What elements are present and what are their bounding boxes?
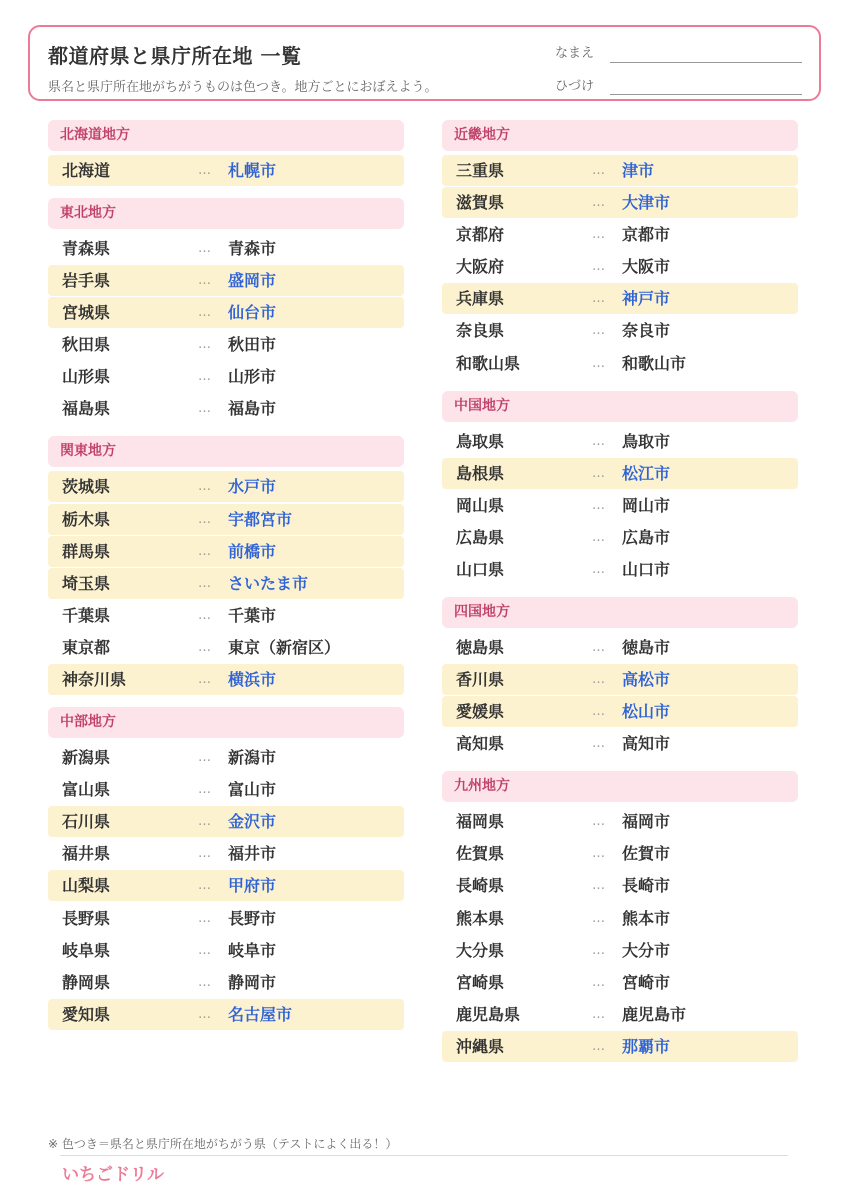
prefecture-row [48, 774, 404, 805]
leader-dots: … [198, 846, 212, 862]
leader-dots: … [198, 305, 212, 321]
prefecture-name: 福岡県 [456, 812, 505, 832]
capital-name: 松江市 [622, 463, 671, 483]
capital-name: 京都市 [622, 225, 671, 245]
prefecture-row [442, 283, 798, 314]
leader-dots: … [592, 227, 606, 243]
prefecture-name: 神奈川県 [62, 670, 127, 690]
left-column [48, 120, 404, 1031]
capital-name: 金沢市 [228, 812, 277, 832]
prefecture-name: 山梨県 [62, 876, 111, 896]
leader-dots: … [592, 878, 606, 894]
capital-name: 和歌山市 [622, 353, 687, 373]
prefecture-row [48, 664, 404, 695]
prefecture-row [442, 632, 798, 663]
prefecture-row [48, 504, 404, 535]
leader-dots: … [198, 607, 212, 623]
capital-name: 新潟市 [228, 748, 277, 768]
prefecture-name: 熊本県 [456, 908, 505, 928]
capital-name: 福岡市 [622, 812, 671, 832]
capital-name: 横浜市 [228, 670, 277, 690]
capital-name: 岐阜市 [228, 940, 277, 960]
leader-dots: … [592, 561, 606, 577]
prefecture-row [442, 348, 798, 379]
prefecture-row [48, 806, 404, 837]
prefecture-name: 長崎県 [456, 876, 505, 896]
leader-dots: … [592, 846, 606, 862]
prefecture-row [48, 935, 404, 966]
region-header: 東北地方 [48, 198, 404, 229]
date-field-line[interactable] [610, 94, 802, 95]
capital-name: 那覇市 [622, 1036, 671, 1056]
leader-dots: … [592, 291, 606, 307]
prefecture-row [442, 522, 798, 553]
capital-name: 熊本市 [622, 908, 671, 928]
region-header: 関東地方 [48, 436, 404, 467]
prefecture-row [442, 967, 798, 998]
prefecture-name: 広島県 [456, 527, 505, 547]
prefecture-name: 大阪府 [456, 257, 505, 277]
capital-name: 長崎市 [622, 876, 671, 896]
capital-name: 前橋市 [228, 541, 277, 561]
region-header: 近畿地方 [442, 120, 798, 151]
capital-name: 宮崎市 [622, 972, 671, 992]
capital-name: 千葉市 [228, 605, 277, 625]
leader-dots: … [198, 369, 212, 385]
leader-dots: … [592, 942, 606, 958]
prefecture-name: 高知県 [456, 734, 505, 754]
prefecture-row [48, 632, 404, 663]
prefecture-row [48, 155, 404, 186]
prefecture-name: 滋賀県 [456, 193, 505, 213]
leader-dots: … [198, 910, 212, 926]
prefecture-name: 茨城県 [62, 477, 111, 497]
prefecture-name: 大分県 [456, 940, 505, 960]
prefecture-name: 北海道 [62, 161, 111, 180]
date-label: ひづけ [555, 79, 595, 94]
prefecture-name: 宮城県 [62, 303, 111, 323]
prefecture-row [442, 935, 798, 966]
prefecture-name: 新潟県 [62, 748, 111, 768]
prefecture-name: 青森県 [62, 239, 111, 258]
capital-name: 水戸市 [228, 477, 277, 497]
brand-logo: いちごドリル [62, 1165, 164, 1185]
capital-name: 山形市 [228, 367, 277, 387]
capital-name: 高知市 [622, 734, 671, 754]
leader-dots: … [198, 337, 212, 353]
capital-name: 広島市 [622, 527, 671, 547]
capital-name: 徳島市 [622, 637, 671, 657]
prefecture-row [442, 219, 798, 250]
prefecture-name: 和歌山県 [456, 353, 521, 373]
capital-name: 大阪市 [622, 257, 671, 277]
prefecture-row [442, 999, 798, 1030]
prefecture-row [442, 838, 798, 869]
footer-divider [60, 1155, 788, 1156]
prefecture-row [48, 536, 404, 567]
prefecture-name: 佐賀県 [456, 844, 505, 864]
prefecture-name: 福島県 [62, 399, 111, 419]
prefecture-row [442, 554, 798, 585]
prefecture-row [442, 806, 798, 837]
leader-dots: … [592, 910, 606, 926]
prefecture-row [442, 251, 798, 282]
region-header: 中国地方 [442, 391, 798, 422]
name-label: なまえ [555, 46, 595, 61]
prefecture-name: 徳島県 [456, 637, 505, 657]
capital-name: 鳥取市 [622, 431, 671, 451]
capital-name: 岡山市 [622, 495, 671, 515]
region-header: 四国地方 [442, 597, 798, 628]
capital-name: 静岡市 [228, 972, 277, 992]
leader-dots: … [198, 575, 212, 591]
leader-dots: … [592, 974, 606, 990]
prefecture-row [48, 393, 404, 424]
right-column [442, 120, 798, 1063]
prefecture-name: 京都府 [456, 225, 505, 245]
prefecture-row [442, 187, 798, 218]
prefecture-name: 福井県 [62, 844, 111, 864]
leader-dots: … [592, 497, 606, 513]
prefecture-row [48, 742, 404, 773]
capital-name: 佐賀市 [622, 844, 671, 864]
leader-dots: … [198, 543, 212, 559]
prefecture-name: 岩手県 [62, 271, 111, 291]
capital-name: 高松市 [622, 670, 671, 690]
leader-dots: … [198, 241, 212, 256]
prefecture-row [442, 315, 798, 346]
capital-name: 大津市 [622, 193, 671, 213]
capital-name: さいたま市 [228, 573, 309, 593]
prefecture-name: 沖縄県 [456, 1036, 505, 1056]
prefecture-row [442, 870, 798, 901]
prefecture-name: 鹿児島県 [456, 1004, 521, 1024]
page-subtitle: 県名と県庁所在地がちがうものは色つき。地方ごとにおぼえよう。 [48, 80, 438, 95]
leader-dots: … [592, 529, 606, 545]
prefecture-row [48, 329, 404, 360]
capital-name: 仙台市 [228, 303, 277, 323]
leader-dots: … [198, 273, 212, 289]
leader-dots: … [592, 195, 606, 211]
leader-dots: … [198, 942, 212, 958]
prefecture-name: 奈良県 [456, 321, 505, 341]
prefecture-name: 兵庫県 [456, 289, 505, 309]
prefecture-name: 愛知県 [62, 1004, 111, 1024]
prefecture-name: 宮崎県 [456, 972, 505, 992]
leader-dots: … [198, 479, 212, 495]
prefecture-name: 埼玉県 [62, 573, 111, 593]
leader-dots: … [198, 782, 212, 798]
prefecture-name: 秋田県 [62, 335, 111, 355]
leader-dots: … [198, 878, 212, 894]
name-field-line[interactable] [610, 62, 802, 63]
capital-name: 名古屋市 [228, 1004, 293, 1024]
capital-name: 盛岡市 [228, 271, 277, 291]
leader-dots: … [592, 433, 606, 449]
leader-dots: … [592, 639, 606, 655]
leader-dots: … [198, 639, 212, 655]
leader-dots: … [198, 750, 212, 766]
capital-name: 奈良市 [622, 321, 671, 341]
prefecture-row [48, 600, 404, 631]
prefecture-row [48, 870, 404, 901]
prefecture-row [48, 233, 404, 264]
region-header: 北海道地方 [48, 120, 404, 151]
prefecture-row [48, 297, 404, 328]
capital-name: 青森市 [228, 239, 277, 258]
prefecture-row [48, 265, 404, 296]
leader-dots: … [592, 465, 606, 481]
capital-name: 札幌市 [228, 161, 277, 180]
capital-name: 福井市 [228, 844, 277, 864]
capital-name: 松山市 [622, 702, 671, 722]
capital-name: 秋田市 [228, 335, 277, 355]
prefecture-name: 富山県 [62, 780, 111, 800]
leader-dots: … [592, 323, 606, 339]
leader-dots: … [198, 163, 212, 178]
prefecture-row [48, 967, 404, 998]
leader-dots: … [592, 259, 606, 275]
prefecture-name: 香川県 [456, 670, 505, 690]
prefecture-row [442, 426, 798, 457]
prefecture-row [442, 490, 798, 521]
capital-name: 大分市 [622, 940, 671, 960]
leader-dots: … [198, 511, 212, 527]
leader-dots: … [592, 1038, 606, 1054]
capital-name: 甲府市 [228, 876, 277, 896]
prefecture-name: 島根県 [456, 463, 505, 483]
leader-dots: … [592, 736, 606, 752]
prefecture-row [442, 664, 798, 695]
prefecture-name: 長野県 [62, 908, 111, 928]
prefecture-name: 山形県 [62, 367, 111, 387]
prefecture-name: 岡山県 [456, 495, 505, 515]
capital-name: 東京（新宿区） [228, 637, 341, 657]
prefecture-name: 鳥取県 [456, 431, 505, 451]
capital-name: 宇都宮市 [228, 509, 293, 529]
leader-dots: … [198, 814, 212, 830]
leader-dots: … [592, 704, 606, 720]
capital-name: 長野市 [228, 908, 277, 928]
prefecture-row [442, 696, 798, 727]
prefecture-row [442, 728, 798, 759]
prefecture-row [48, 471, 404, 502]
capital-name: 福島市 [228, 399, 277, 419]
leader-dots: … [198, 401, 212, 417]
leader-dots: … [198, 974, 212, 990]
prefecture-name: 千葉県 [62, 605, 111, 625]
prefecture-name: 静岡県 [62, 972, 111, 992]
capital-name: 富山市 [228, 780, 277, 800]
leader-dots: … [592, 672, 606, 688]
capital-name: 山口市 [622, 559, 671, 579]
region-header: 九州地方 [442, 771, 798, 802]
prefecture-name: 岐阜県 [62, 940, 111, 960]
footnote: ※ 色つき＝県名と県庁所在地がちがう県（テストによく出る！） [48, 1137, 398, 1151]
prefecture-row [48, 999, 404, 1030]
prefecture-row [48, 903, 404, 934]
prefecture-name: 東京都 [62, 637, 111, 657]
prefecture-row [442, 1031, 798, 1062]
leader-dots: … [592, 814, 606, 830]
capital-name: 鹿児島市 [622, 1004, 687, 1024]
prefecture-name: 石川県 [62, 812, 111, 832]
prefecture-row [48, 838, 404, 869]
prefecture-row [442, 458, 798, 489]
prefecture-row [48, 361, 404, 392]
capital-name: 神戸市 [622, 289, 671, 309]
prefecture-name: 愛媛県 [456, 702, 505, 722]
leader-dots: … [198, 672, 212, 688]
leader-dots: … [592, 355, 606, 371]
capital-name: 津市 [622, 161, 655, 180]
prefecture-row [442, 155, 798, 186]
prefecture-name: 三重県 [456, 161, 505, 180]
prefecture-name: 栃木県 [62, 509, 111, 529]
leader-dots: … [592, 163, 606, 178]
prefecture-row [48, 568, 404, 599]
worksheet-header [28, 25, 821, 101]
region-header: 中部地方 [48, 707, 404, 738]
prefecture-row [442, 903, 798, 934]
prefecture-name: 山口県 [456, 559, 505, 579]
prefecture-name: 群馬県 [62, 541, 111, 561]
leader-dots: … [592, 1006, 606, 1022]
page-title: 都道府県と県庁所在地 一覧 [48, 44, 302, 68]
leader-dots: … [198, 1006, 212, 1022]
